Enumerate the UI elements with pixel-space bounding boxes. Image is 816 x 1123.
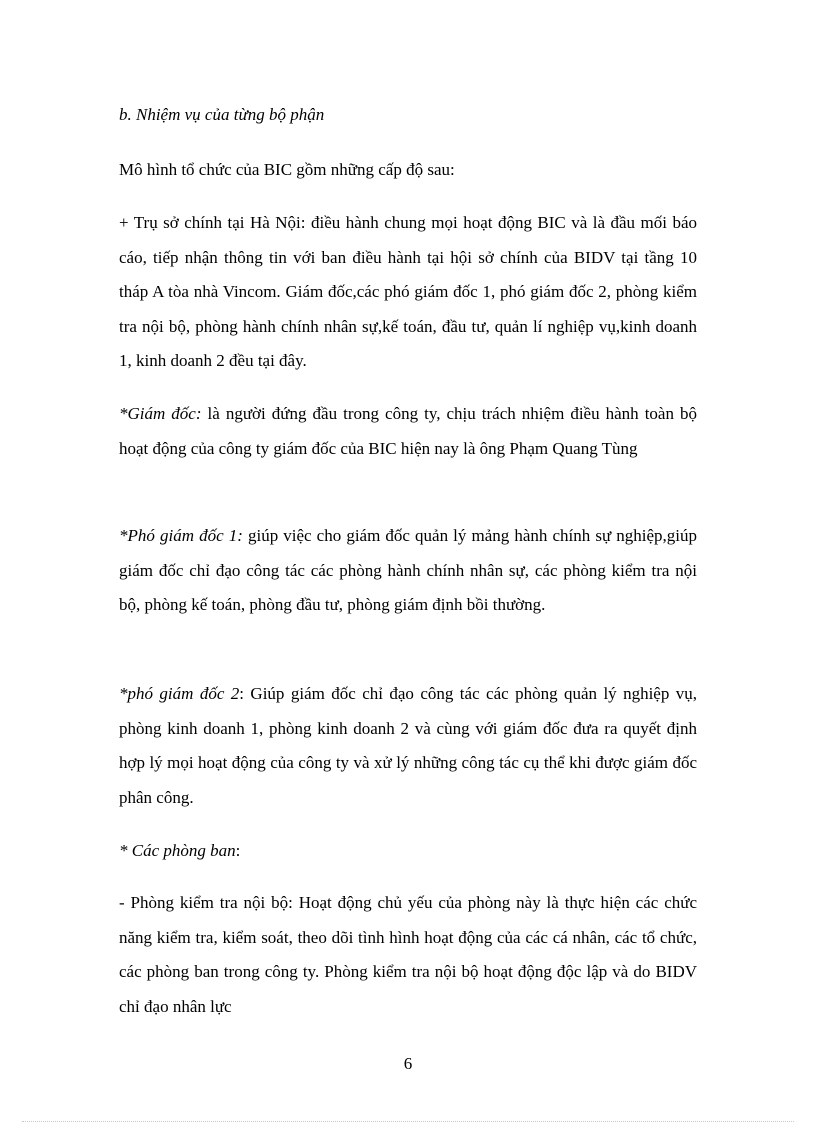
deputy-2-label: *phó giám đốc 2 xyxy=(119,684,240,703)
deputy-1-label: *Phó giám đốc 1: xyxy=(119,526,243,545)
director-label: *Giám đốc: xyxy=(119,404,202,423)
head-office-paragraph: + Trụ sở chính tại Hà Nội: điều hành chung mọi hoạt động BIC và là đầu mối báo cáo, tiếp nhận thông tin với ban điều hành tại hội sở chính của BIDV tại tầng 10 tháp A tòa nhà Vincom. Giám đốc,các phó giám đốc 1, phó giám đốc 2, phòng kiểm tra nội bộ, phòng hành chính nhân sự,kế toán, đầu tư, quản lí nghiệp vụ,kinh doanh 1, kinh doanh 2 đều tại đây. xyxy=(119,213,697,370)
page-number: 6 xyxy=(403,1054,413,1073)
deputy-2-paragraph xyxy=(119,677,697,815)
departments-heading xyxy=(119,834,240,868)
intro-paragraph: Mô hình tổ chức của BIC gồm những cấp độ sau: xyxy=(119,160,455,179)
deputy-1-text: giúp việc cho giám đốc quản lý mảng hành chính sự nghiệp,giúp giám đốc chỉ đạo công tác các phòng hành chính nhân sự, các phòng kiểm tra nội bộ, phòng kế toán, phòng đầu tư, phòng giám định bồi thường. xyxy=(119,526,698,614)
section-heading: b. Nhiệm vụ của từng bộ phận xyxy=(119,105,325,124)
departments-label: * Các phòng ban xyxy=(119,841,236,860)
director-paragraph xyxy=(119,397,697,466)
director-text: là người đứng đầu trong công ty, chịu trách nhiệm điều hành toàn bộ hoạt động của công ty giám đốc của BIC hiện nay là ông Phạm Quang Tùng xyxy=(119,404,697,458)
departments-suffix: : xyxy=(235,841,241,860)
internal-audit-paragraph: - Phòng kiểm tra nội bộ: Hoạt động chủ yếu của phòng này là thực hiện các chức năng kiểm tra, kiểm soát, theo dõi tình hình hoạt động của các cá nhân, các tổ chức, các phòng ban trong công ty. Phòng kiểm tra nội bộ hoạt động độc lập và do BIDV chỉ đạo nhân lực xyxy=(119,893,697,1016)
deputy-1-paragraph xyxy=(119,519,697,623)
page-bottom-divider xyxy=(22,1121,794,1122)
deputy-2-text: : Giúp giám đốc chỉ đạo công tác các phòng quản lý nghiệp vụ, phòng kinh doanh 1, phòng kinh doanh 2 và cùng với giám đốc đưa ra quyết định hợp lý mọi hoạt động của công ty và xử lý những công tác cụ thể khi được giám đốc phân công. xyxy=(119,684,698,807)
